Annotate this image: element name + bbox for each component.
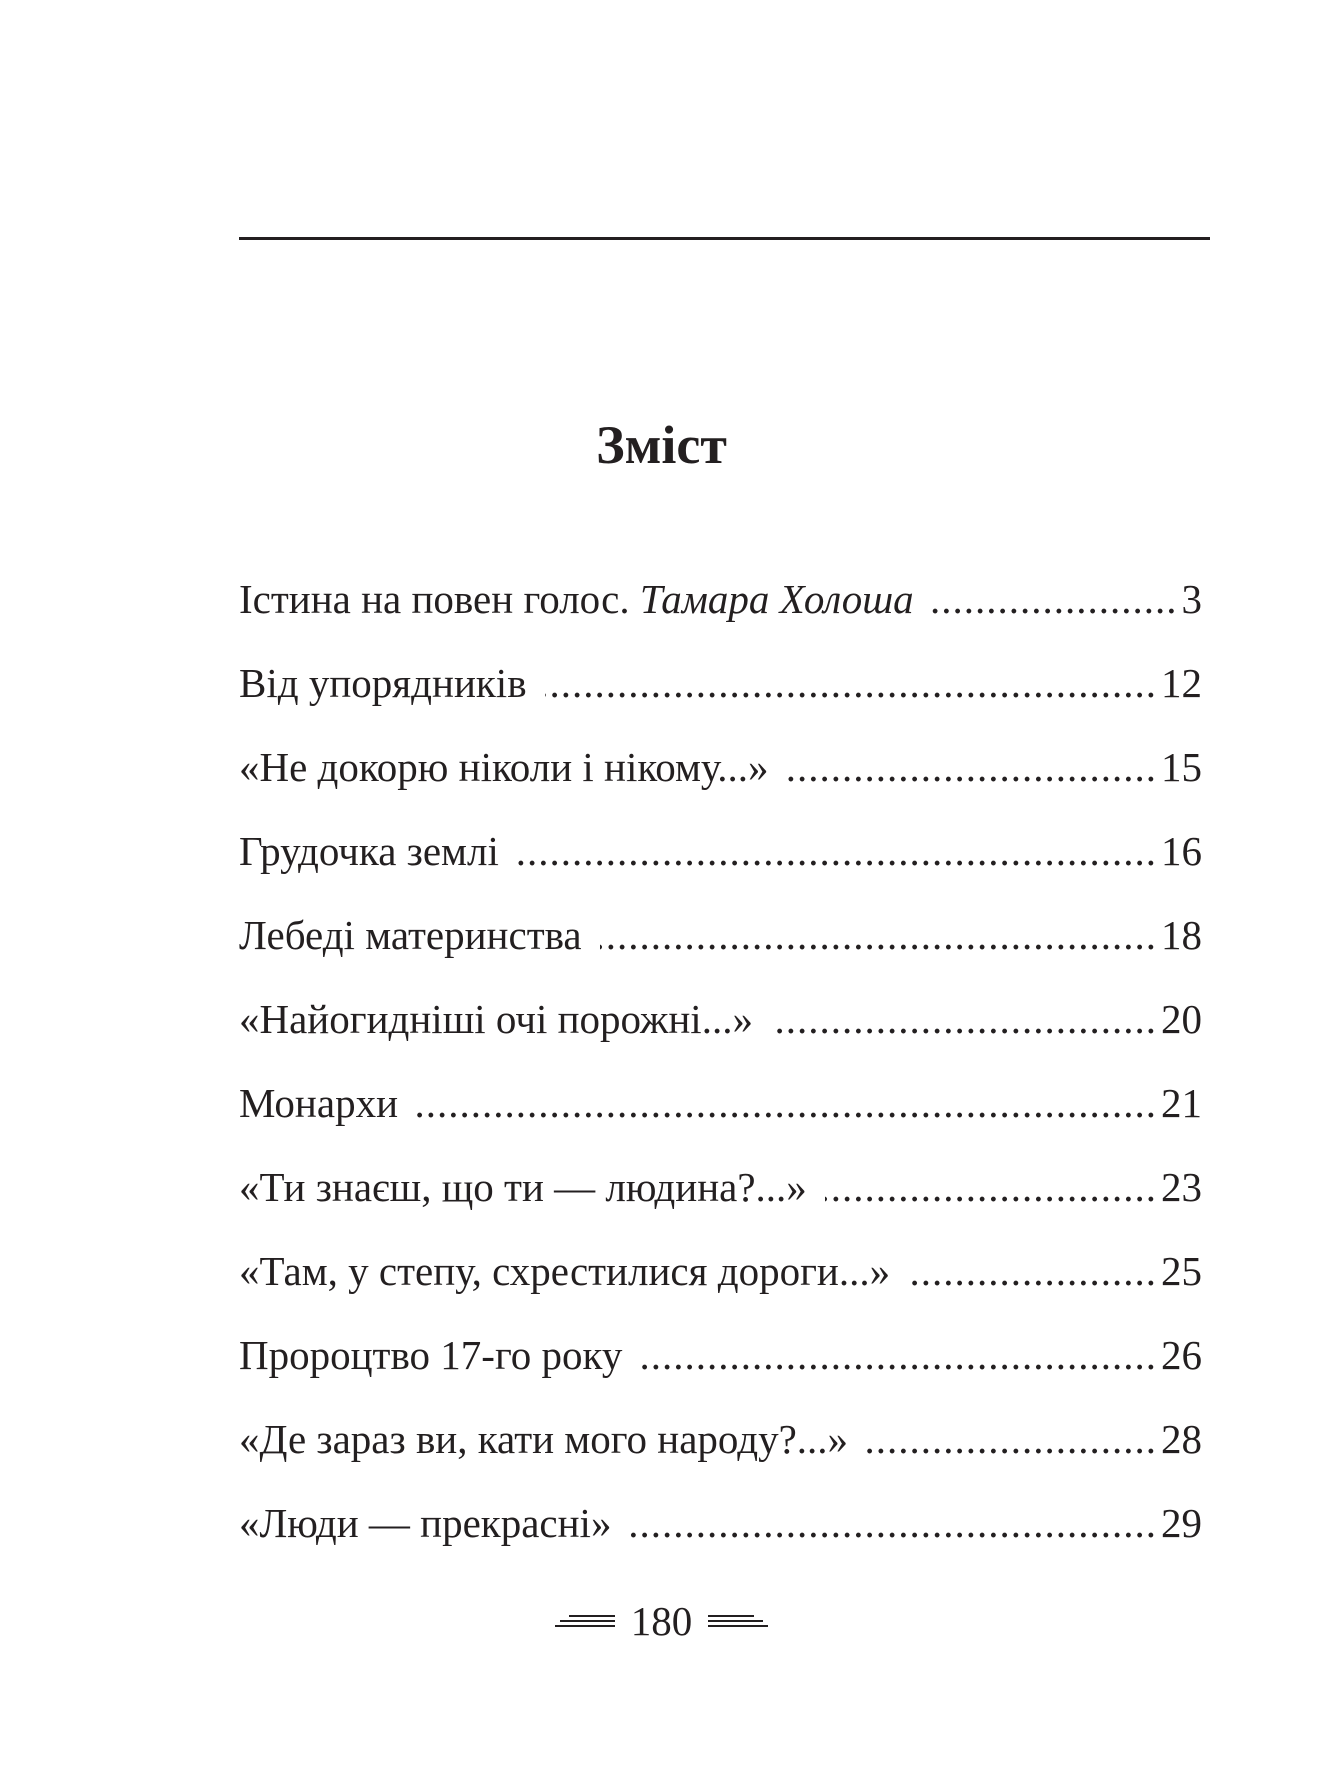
toc-leader — [771, 995, 1157, 1043]
top-rule — [239, 237, 1210, 240]
toc-entry-title: Пророцтво 17-го року — [239, 1332, 623, 1378]
page-number: 180 — [630, 1598, 693, 1644]
toc-leader — [908, 1247, 1157, 1295]
toc-entry-title: «Люди — прекрасні» — [239, 1500, 612, 1546]
toc-entry — [239, 1415, 1202, 1499]
toc-leader — [517, 827, 1157, 875]
toc-entry-title: «Ти знаєш, що ти — людина?...» — [239, 1164, 807, 1210]
toc-leader — [825, 1163, 1157, 1211]
toc-leader — [932, 575, 1178, 623]
toc-entry-page: 25 — [1161, 1248, 1202, 1294]
toc-leader — [640, 1331, 1157, 1379]
toc-entry-page: 23 — [1161, 1164, 1202, 1210]
toc-entry-page: 29 — [1161, 1500, 1202, 1546]
toc-leader — [600, 911, 1157, 959]
toc-entry-page: 16 — [1161, 828, 1202, 874]
toc-entry — [239, 1499, 1202, 1583]
toc-entry-title: «Найогидніші очі порожні...» — [239, 996, 753, 1042]
toc-entry-title: Істина на повен голос. Тамара Холоша — [239, 576, 914, 622]
page-title: Зміст — [596, 415, 727, 475]
toc-leader — [545, 659, 1157, 707]
toc-entry-title: «Де зараз ви, кати мого народу?...» — [239, 1416, 849, 1462]
toc-entry-title: Лебеді материнства — [239, 912, 582, 958]
toc-entry — [239, 659, 1202, 743]
page-footer — [0, 1597, 1323, 1645]
table-of-contents — [239, 575, 1202, 1583]
toc-entry-page: 15 — [1161, 744, 1202, 790]
toc-entry — [239, 911, 1202, 995]
toc-entry-page: 3 — [1181, 576, 1202, 622]
toc-entry — [239, 1163, 1202, 1247]
folio-ornament-right — [708, 1614, 768, 1628]
toc-entry — [239, 1247, 1202, 1331]
toc-entry-title: Грудочка землі — [239, 828, 499, 874]
toc-entry-page: 26 — [1161, 1332, 1202, 1378]
toc-leader — [629, 1499, 1157, 1547]
toc-entry-page: 20 — [1161, 996, 1202, 1042]
toc-entry-title: «Не докорю ніколи і нікому...» — [239, 744, 769, 790]
toc-entry-page: 12 — [1161, 660, 1202, 706]
toc-entry-page: 28 — [1161, 1416, 1202, 1462]
toc-entry-page: 21 — [1161, 1080, 1202, 1126]
toc-entry — [239, 575, 1202, 659]
toc-leader — [866, 1415, 1157, 1463]
toc-entry — [239, 827, 1202, 911]
toc-entry — [239, 995, 1202, 1079]
toc-entry — [239, 743, 1202, 827]
toc-entry — [239, 1079, 1202, 1163]
toc-leader — [787, 743, 1157, 791]
folio-ornament-left — [555, 1614, 615, 1628]
toc-entry-author: Тамара Холоша — [639, 576, 914, 622]
toc-entry-title: Від упорядників — [239, 660, 527, 706]
toc-entry-title: Монархи — [239, 1080, 399, 1126]
toc-entry-title: «Там, у степу, схрестилися дороги...» — [239, 1248, 891, 1294]
toc-entry-page: 18 — [1161, 912, 1202, 958]
toc-leader — [416, 1079, 1157, 1127]
toc-entry — [239, 1331, 1202, 1415]
